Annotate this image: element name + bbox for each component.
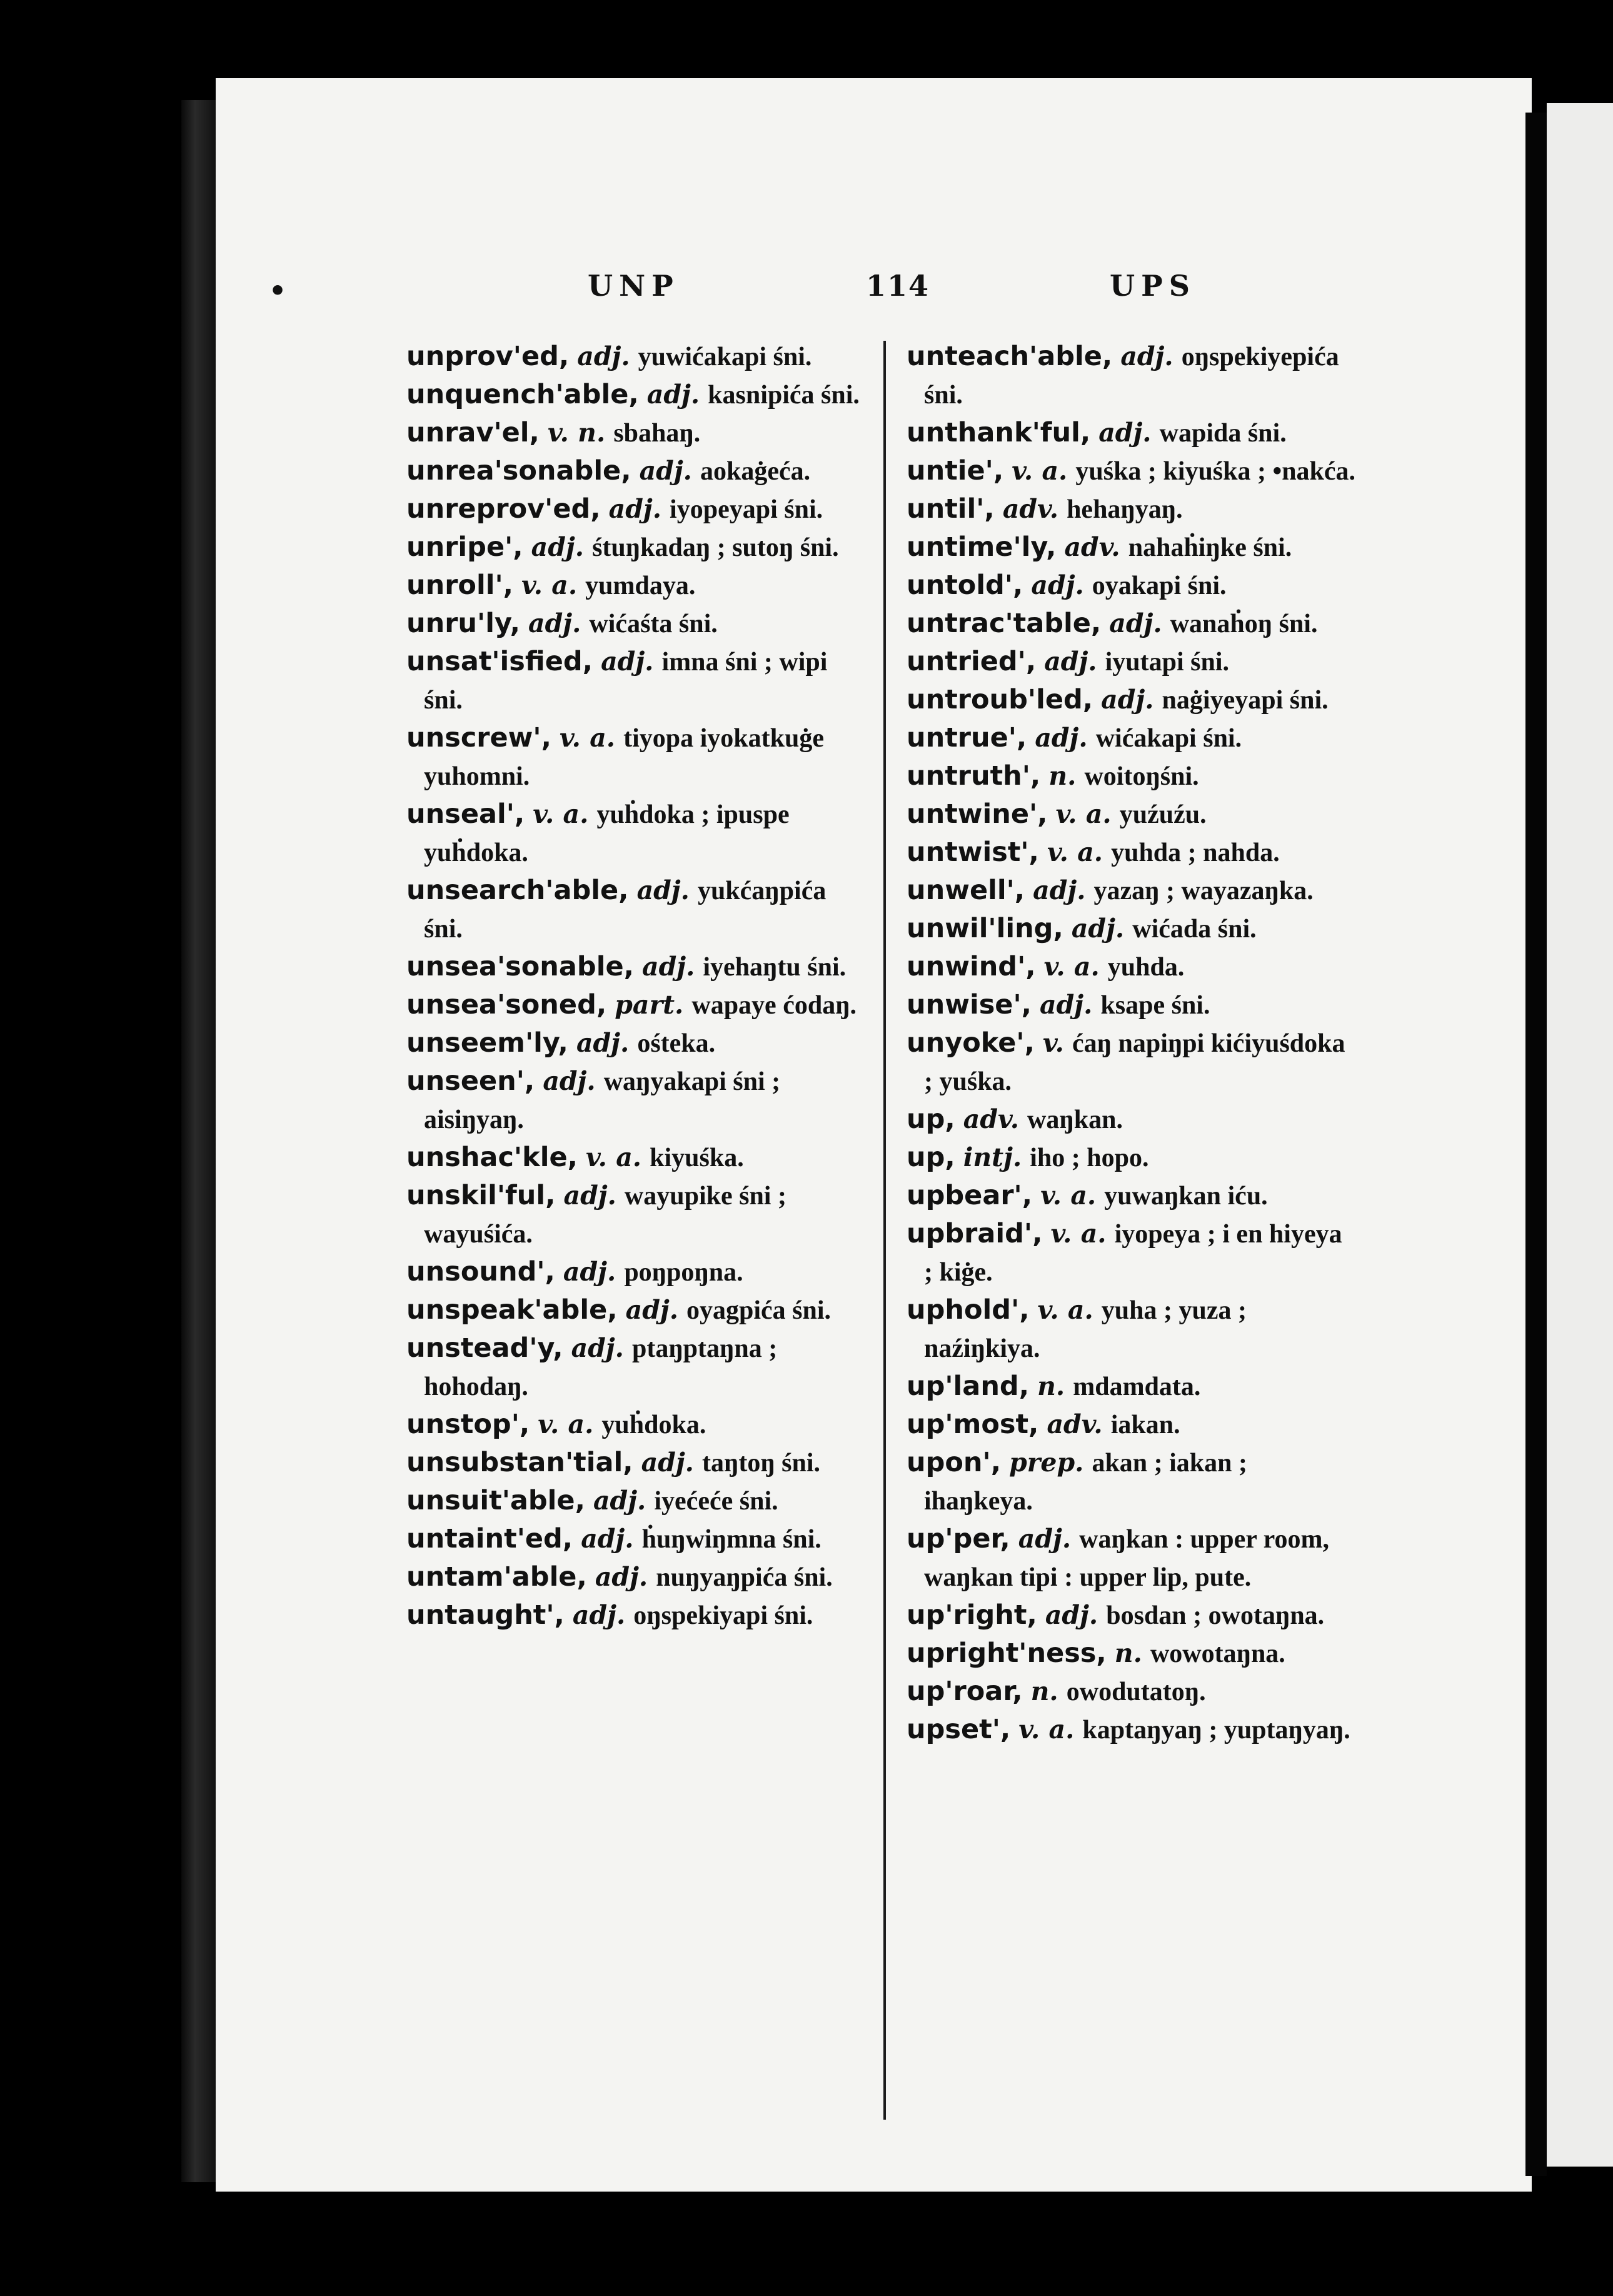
definition: wićaśta śni.: [589, 610, 718, 638]
dictionary-entry: [406, 948, 869, 986]
part-of-speech: v. n.: [547, 418, 606, 448]
part-of-speech: adj.: [601, 647, 654, 677]
dictionary-entry: [406, 795, 869, 872]
definition: yuźuźu.: [1119, 800, 1207, 829]
headword: up,: [907, 1142, 955, 1173]
part-of-speech: adj.: [595, 1562, 648, 1592]
dictionary-entry: [907, 833, 1357, 872]
dictionary-entry: [406, 1406, 869, 1444]
dictionary-entry: [406, 1291, 869, 1329]
dictionary-entry: [907, 986, 1357, 1024]
part-of-speech: v. a.: [538, 1409, 594, 1439]
dictionary-entry: [406, 1558, 869, 1596]
page-number: 114: [866, 269, 930, 303]
part-of-speech: adj.: [636, 875, 690, 905]
part-of-speech: adj.: [531, 532, 585, 562]
dictionary-entry: [907, 1634, 1357, 1673]
dictionary-entry: [406, 719, 869, 795]
definition: iyehaŋtu śni.: [703, 953, 847, 982]
part-of-speech: adj.: [625, 1295, 678, 1325]
dictionary-entry: [907, 1139, 1357, 1177]
headword: untold',: [907, 570, 1023, 601]
part-of-speech: v. a.: [1043, 952, 1100, 982]
headword: unsuit'able,: [406, 1485, 585, 1516]
dictionary-entry: [406, 490, 869, 528]
headword: up'roar,: [907, 1676, 1023, 1707]
headword: unyoke',: [907, 1027, 1035, 1059]
facing-page-edge: [1547, 103, 1613, 2167]
part-of-speech: adj.: [1033, 875, 1086, 905]
part-of-speech: adj.: [1109, 608, 1162, 638]
headword: unrav'el,: [406, 417, 540, 448]
headword: up,: [907, 1104, 955, 1135]
headword: unsea'sonable,: [406, 951, 634, 982]
headword: untam'able,: [406, 1561, 587, 1593]
headword: unseem'ly,: [406, 1027, 568, 1059]
headword: until',: [907, 493, 995, 525]
definition: bosdan ; owotaŋna.: [1106, 1601, 1325, 1630]
dictionary-entry: [406, 338, 869, 376]
dictionary-entry: [907, 1100, 1357, 1139]
dictionary-entry: [907, 605, 1357, 643]
dictionary-entry: [406, 1329, 869, 1406]
headword: untaint'ed,: [406, 1523, 573, 1554]
dictionary-entry: [907, 872, 1357, 910]
headword: unteach'able,: [907, 341, 1113, 372]
headword: untime'ly,: [907, 531, 1057, 563]
part-of-speech: adj.: [1071, 914, 1125, 944]
part-of-speech: v. a.: [533, 799, 589, 829]
part-of-speech: n.: [1030, 1676, 1058, 1706]
left-column: [406, 338, 869, 1634]
headword: untrac'table,: [907, 608, 1102, 639]
definition: ḣuŋwiŋmna śni.: [641, 1525, 822, 1554]
definition: tiyopa iyokatkuġe yuhomni.: [424, 724, 824, 791]
headword: unwise',: [907, 989, 1032, 1020]
definition: wapida śni.: [1159, 419, 1287, 448]
definition: naġiyeyapi śni.: [1162, 686, 1329, 715]
definition: ośteka.: [637, 1029, 716, 1058]
definition: woitoŋśni.: [1084, 762, 1199, 791]
definition: sbahaŋ.: [613, 419, 701, 448]
definition: yukćaŋpića śni.: [424, 877, 827, 944]
part-of-speech: v. a.: [559, 723, 616, 753]
definition: kaptaŋyaŋ ; yuptaŋyaŋ.: [1082, 1716, 1350, 1745]
part-of-speech: prep.: [1009, 1448, 1084, 1478]
definition: oyakapi śni.: [1092, 571, 1227, 600]
dictionary-entry: [406, 1177, 869, 1253]
headword: untried',: [907, 646, 1037, 677]
headword: unripe',: [406, 531, 523, 563]
headword: up'land,: [907, 1371, 1030, 1402]
part-of-speech: adj.: [1044, 647, 1097, 677]
dictionary-entry: [907, 681, 1357, 719]
part-of-speech: adj.: [1040, 990, 1093, 1020]
part-of-speech: adv.: [963, 1104, 1019, 1134]
headword: unwind',: [907, 951, 1036, 982]
column-rule: [883, 341, 886, 2120]
part-of-speech: adj.: [563, 1181, 616, 1211]
dictionary-entry: [907, 757, 1357, 795]
part-of-speech: adj.: [1098, 418, 1152, 448]
part-of-speech: intj.: [963, 1142, 1022, 1172]
definition: yumdaya.: [585, 571, 696, 600]
definition: yazaŋ ; wayazaŋka.: [1093, 877, 1314, 905]
dictionary-entry: [907, 1406, 1357, 1444]
definition: owodutatoŋ.: [1066, 1678, 1206, 1706]
headword: unspeak'able,: [406, 1294, 618, 1326]
headword: unstead'y,: [406, 1332, 563, 1364]
definition: nahaḣiŋke śni.: [1128, 533, 1292, 562]
dictionary-entry: [907, 1024, 1357, 1100]
part-of-speech: adj.: [641, 1448, 694, 1478]
part-of-speech: adj.: [608, 494, 661, 524]
headword: untaught',: [406, 1599, 565, 1631]
headword: unseal',: [406, 798, 525, 830]
part-of-speech: adj.: [1120, 341, 1173, 371]
part-of-speech: v. a.: [1055, 799, 1112, 829]
definition: mdamdata.: [1073, 1372, 1201, 1401]
definition: waŋkan.: [1027, 1105, 1123, 1134]
definition: imna śni ; wipi śni.: [424, 648, 828, 715]
part-of-speech: adj.: [1035, 723, 1088, 753]
definition: yuhda.: [1107, 953, 1185, 982]
dictionary-entry: [907, 528, 1357, 566]
headword: untroub'led,: [907, 684, 1093, 715]
headword: unscrew',: [406, 722, 551, 753]
dictionary-entry: [907, 1367, 1357, 1406]
running-head-left: UNP: [588, 269, 680, 303]
definition: oŋspekiyapi śni.: [633, 1601, 813, 1630]
headword: untrue',: [907, 722, 1027, 753]
headword: unru'ly,: [406, 608, 520, 639]
part-of-speech: n.: [1037, 1371, 1065, 1401]
headword: unwell',: [907, 875, 1025, 906]
part-of-speech: adj.: [581, 1524, 634, 1554]
part-of-speech: adj.: [571, 1333, 624, 1363]
dictionary-entry: [406, 872, 869, 948]
headword: unsat'isfied,: [406, 646, 593, 677]
headword: upon',: [907, 1447, 1002, 1478]
margin-mark: •: [269, 275, 287, 307]
definition: taŋtoŋ śni.: [701, 1449, 821, 1478]
part-of-speech: adj.: [576, 1028, 630, 1058]
definition: śtuŋkadaŋ ; sutoŋ śni.: [592, 533, 839, 562]
dictionary-entry: [907, 1596, 1357, 1634]
dictionary-entry: [907, 948, 1357, 986]
right-column: [907, 338, 1357, 1749]
part-of-speech: adj.: [1018, 1524, 1072, 1554]
part-of-speech: adv.: [1047, 1409, 1103, 1439]
definition: iyopeyapi śni.: [670, 495, 823, 524]
part-of-speech: v. a.: [1050, 1219, 1107, 1249]
headword: untie',: [907, 455, 1004, 486]
headword: upbear',: [907, 1180, 1033, 1211]
headword: up'most,: [907, 1409, 1039, 1440]
part-of-speech: v. a.: [1037, 1295, 1093, 1325]
headword: upset',: [907, 1714, 1011, 1745]
headword: untwist',: [907, 837, 1039, 868]
dictionary-entry: [907, 338, 1357, 414]
headword: unsearch'able,: [406, 875, 629, 906]
part-of-speech: adj.: [1101, 685, 1154, 715]
headword: unquench'able,: [406, 379, 639, 410]
dictionary-entry: [406, 1253, 869, 1291]
dictionary-entry: [907, 910, 1357, 948]
dictionary-entry: [406, 1062, 869, 1139]
dictionary-entry: [907, 452, 1357, 490]
headword: unskil'ful,: [406, 1180, 556, 1211]
definition: yuḣdoka ; ipuspe yuḣdoka.: [424, 800, 790, 867]
definition: iakan.: [1110, 1411, 1180, 1439]
part-of-speech: adj.: [642, 952, 695, 982]
part-of-speech: n.: [1114, 1638, 1142, 1668]
definition: kiyuśka.: [650, 1144, 744, 1172]
dictionary-entry: [406, 414, 869, 452]
definition: ptaŋptaŋna ; hohodaŋ.: [424, 1334, 778, 1401]
definition: oyagpića śni.: [686, 1296, 832, 1325]
dictionary-entry: [406, 1520, 869, 1558]
definition: iyutapi śni.: [1105, 648, 1230, 677]
part-of-speech: adj.: [577, 341, 630, 371]
definition: iyećeće śni.: [654, 1487, 778, 1516]
definition: wowotaŋna.: [1150, 1639, 1285, 1668]
dictionary-entry: [406, 566, 869, 605]
headword: unsubstan'tial,: [406, 1447, 633, 1478]
part-of-speech: adv.: [1002, 494, 1059, 524]
definition: yuwićakapi śni.: [638, 343, 812, 371]
definition: yuhda ; nahda.: [1111, 838, 1280, 867]
definition: wapaye ćodaŋ.: [691, 991, 857, 1020]
book-spine: [1525, 113, 1547, 2176]
dictionary-entry: [907, 490, 1357, 528]
part-of-speech: adj.: [593, 1486, 646, 1516]
definition: yuwaŋkan iću.: [1104, 1182, 1268, 1211]
definition: aokaġeća.: [700, 457, 811, 486]
part-of-speech: v. a.: [1012, 456, 1068, 486]
part-of-speech: v. a.: [521, 570, 578, 600]
part-of-speech: adj.: [563, 1257, 616, 1287]
part-of-speech: v.: [1042, 1028, 1064, 1058]
dictionary-entry: [907, 1291, 1357, 1367]
dictionary-entry: [907, 1673, 1357, 1711]
dictionary-entry: [406, 1139, 869, 1177]
part-of-speech: adv.: [1064, 532, 1120, 562]
headword: upbraid',: [907, 1218, 1043, 1249]
definition: waŋyakapi śni ; aisiŋyaŋ.: [424, 1067, 781, 1134]
headword: unsound',: [406, 1256, 555, 1287]
dictionary-entry: [907, 643, 1357, 681]
dictionary-entry: [406, 1482, 869, 1520]
part-of-speech: n.: [1048, 761, 1077, 791]
headword: unshac'kle,: [406, 1142, 578, 1173]
definition: yuha ; yuza ; naźiŋkiya.: [924, 1296, 1247, 1363]
definition: oŋspekiyepića śni.: [924, 343, 1339, 410]
dictionary-entry: [907, 719, 1357, 757]
dictionary-entry: [406, 643, 869, 719]
part-of-speech: v. a.: [1018, 1714, 1075, 1745]
definition: hehaŋyaŋ.: [1067, 495, 1183, 524]
page-edge: [181, 100, 216, 2182]
running-head-right: UPS: [1110, 269, 1196, 303]
dictionary-entry: [406, 986, 869, 1024]
definition: kasnipića śni.: [708, 381, 860, 410]
headword: unwil'ling,: [907, 913, 1063, 944]
definition: wanaḣoŋ śni.: [1170, 610, 1318, 638]
part-of-speech: adj.: [646, 380, 700, 410]
dictionary-entry: [406, 528, 869, 566]
definition: ćaŋ napiŋpi kićiyuśdoka ; yuśka.: [924, 1029, 1345, 1096]
headword: unseen',: [406, 1065, 535, 1097]
headword: uphold',: [907, 1294, 1030, 1326]
dictionary-entry: [907, 1520, 1357, 1596]
headword: unsea'soned,: [406, 989, 607, 1020]
dictionary-entry: [406, 1596, 869, 1634]
part-of-speech: adj.: [639, 456, 692, 486]
part-of-speech: adj.: [1045, 1600, 1098, 1630]
definition: nuŋyaŋpića śni.: [656, 1563, 833, 1592]
definition: akan ; iakan ; ihaŋkeya.: [924, 1449, 1248, 1516]
definition: wićakapi śni.: [1095, 724, 1242, 753]
definition: yuḣdoka.: [601, 1411, 706, 1439]
headword: up'right,: [907, 1599, 1037, 1631]
headword: unroll',: [406, 570, 513, 601]
headword: unrea'sonable,: [406, 455, 631, 486]
dictionary-entry: [907, 1177, 1357, 1215]
headword: untruth',: [907, 760, 1041, 792]
part-of-speech: v. a.: [1047, 837, 1103, 867]
definition: waŋkan : upper room, waŋkan tipi : upper lip, pute.: [924, 1525, 1330, 1592]
dictionary-entry: [406, 1444, 869, 1482]
definition: iho ; hopo.: [1030, 1144, 1149, 1172]
dictionary-entry: [907, 1215, 1357, 1291]
headword: unprov'ed,: [406, 341, 570, 372]
dictionary-entry: [907, 1711, 1357, 1749]
part-of-speech: adj.: [572, 1600, 626, 1630]
part-of-speech: v. a.: [1040, 1181, 1097, 1211]
part-of-speech: adj.: [543, 1066, 596, 1096]
definition: ksape śni.: [1100, 991, 1210, 1020]
headword: unstop',: [406, 1409, 530, 1440]
dictionary-entry: [406, 1024, 869, 1062]
definition: iyopeya ; i en hiyeya ; kiġe.: [924, 1220, 1342, 1287]
definition: wayupike śni ; wayuśića.: [424, 1182, 786, 1249]
headword: up'per,: [907, 1523, 1010, 1554]
part-of-speech: adj.: [528, 608, 581, 638]
headword: upright'ness,: [907, 1638, 1107, 1669]
dictionary-entry: [907, 566, 1357, 605]
dictionary-entry: [406, 376, 869, 414]
dictionary-entry: [907, 795, 1357, 833]
definition: wićada śni.: [1132, 915, 1257, 944]
headword: untwine',: [907, 798, 1048, 830]
dictionary-entry: [406, 605, 869, 643]
dictionary-entry: [907, 414, 1357, 452]
part-of-speech: part.: [615, 990, 684, 1020]
part-of-speech: adj.: [1031, 570, 1084, 600]
headword: unthank'ful,: [907, 417, 1091, 448]
definition: yuśka ; kiyuśka ; •nakća.: [1075, 457, 1356, 486]
dictionary-entry: [406, 452, 869, 490]
headword: unreprov'ed,: [406, 493, 601, 525]
part-of-speech: v. a.: [585, 1142, 642, 1172]
dictionary-entry: [907, 1444, 1357, 1520]
definition: poŋpoŋna.: [624, 1258, 743, 1287]
